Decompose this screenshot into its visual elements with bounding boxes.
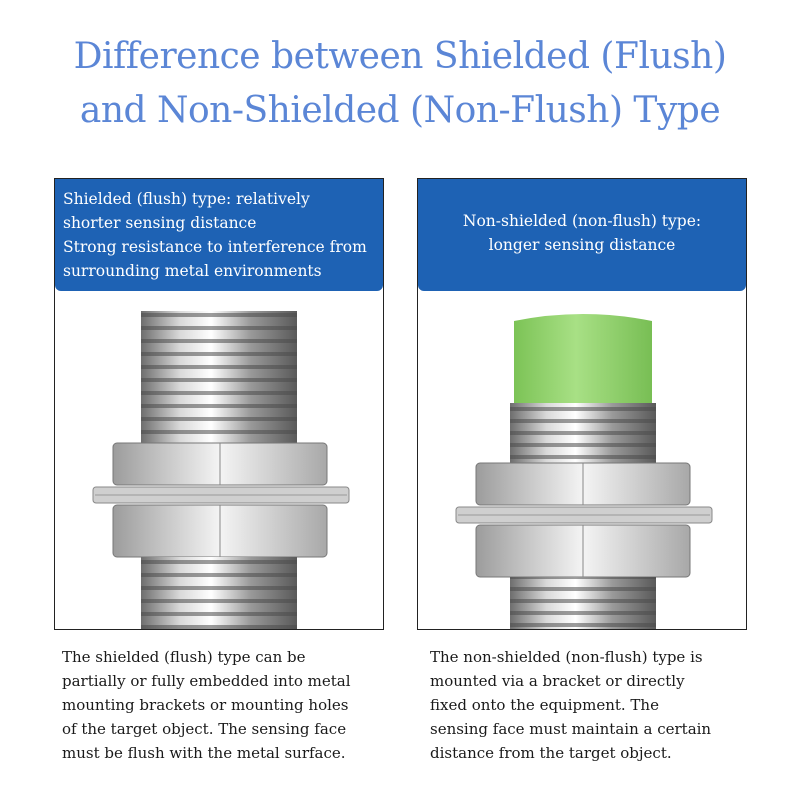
washer [93,487,349,503]
non-shielded-caption-line: The non-shielded (non-flush) type is [430,648,703,666]
hex-nut-lower [113,505,327,557]
thread-lower [141,557,297,630]
shielded-caption-line: partially or fully embedded into metal [62,672,351,690]
non-shielded-caption-line: sensing face must maintain a certain [430,720,712,738]
non-shielded-header [418,179,746,291]
thread-upper [510,403,656,463]
shielded-caption-line: of the target object. The sensing face [62,720,347,738]
shielded-caption-line: The shielded (flush) type can be [62,648,306,666]
title-line-1: Difference between Shielded (Flush) [73,36,727,77]
sensing-cap [514,314,652,403]
shielded-caption-line: mounting brackets or mounting holes [62,696,349,714]
hex-nut-lower [476,525,690,577]
shielded-caption-line: must be flush with the metal surface. [62,744,346,762]
shielded-panel [54,178,384,630]
non-shielded-caption [430,645,711,765]
shielded-header [55,179,383,291]
non-shielded-sensor-image [418,291,747,630]
non-shielded-caption-line: fixed onto the equipment. The [430,696,659,714]
shielded-header-line: shorter sensing distance [63,214,257,232]
washer [456,507,712,523]
page-title [0,30,800,138]
non-shielded-header-line: longer sensing distance [488,236,676,254]
hex-nut-upper [476,463,690,505]
non-shielded-caption-line: mounted via a bracket or directly [430,672,685,690]
shielded-header-line: Strong resistance to interference from [63,238,367,256]
non-shielded-header-line: Non-shielded (non-flush) type: [462,212,702,230]
shielded-header-line: surrounding metal environments [63,262,322,280]
thread-upper [141,311,297,443]
shielded-header-line: Shielded (flush) type: relatively [63,190,310,208]
shielded-sensor-image [55,291,384,630]
non-shielded-caption-line: distance from the target object. [430,744,672,762]
thread-lower [510,577,656,630]
title-line-2: and Non-Shielded (Non-Flush) Type [79,90,721,131]
shielded-caption [62,645,351,765]
hex-nut-upper [113,443,327,485]
non-shielded-panel [417,178,747,630]
